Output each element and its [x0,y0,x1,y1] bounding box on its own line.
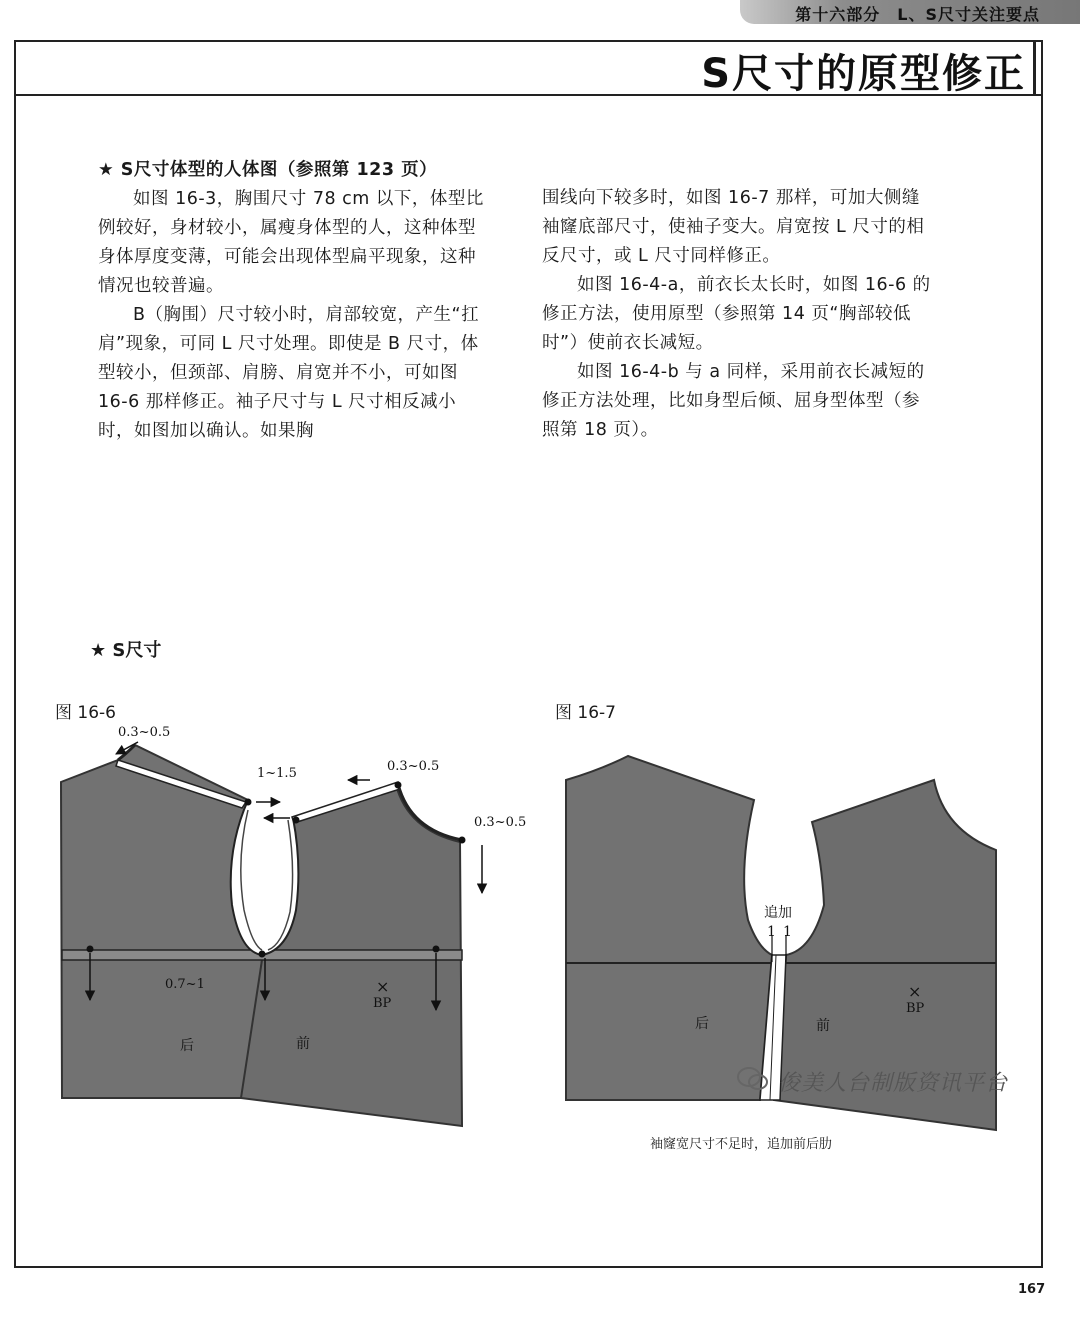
page-number: 167 [1018,1282,1046,1297]
bp-mark: × [376,977,390,996]
section-heading: ★ S尺寸体型的人体图（参照第 123 页） [98,160,438,180]
label-front-shoulder: 0.3~0.5 [387,759,440,774]
page-title: S尺寸的原型修正 [701,51,1026,97]
figure-16-7-label: 图 16-7 [555,703,616,723]
label-back-2: 后 [695,1016,709,1032]
label-front: 前 [296,1036,310,1052]
chapter-title: 第十六部分 L、S尺寸关注要点 [795,5,1040,24]
bp-label: BP [373,996,392,1011]
paragraph: B（胸围）尺寸较小时，肩部较宽，产生“扛肩”现象，可同 L 尺寸处理。即使是 B 尺寸，体型较小，但颈部、肩膀、肩宽并不小，可如图 16-6 那样修正。袖子尺寸与 L 尺寸相反减小时，如图加以确认。如果胸 [98,305,480,441]
label-front-2: 前 [816,1018,830,1034]
label-back-shoulder: 0.3~0.5 [118,725,171,740]
paragraph: 如图 16-3，胸围尺寸 78 cm 以下，体型比例较好，身材较小，属瘦身体型的人，这种体型身体厚度变薄，可能会出现体型扁平现象，这种情况也较普遍。 [98,189,484,296]
section-heading-s-size: ★ S尺寸 [90,640,162,661]
wechat-icon [736,1066,770,1092]
label-add-left: 1 [767,924,776,940]
label-add-right: 1 [783,924,792,940]
label-back: 后 [180,1038,194,1054]
bp-label-2: BP [906,1001,925,1016]
label-armhole: 1~1.5 [257,766,297,781]
paragraph: 如图 16-4-b 与 a 同样，采用前衣长减短的修正方法处理，比如身型后倾、屈身型体型（参照第 18 页）。 [542,362,925,440]
bp-mark-2: × [908,982,922,1001]
paragraph: 如图 16-4-a，前衣长太长时，如图 16-6 的修正方法，使用原型（参照第 14 页“胸部较低时”）使前衣长减短。 [542,275,931,353]
paragraph: 围线向下较多时，如图 16-7 那样，可加大侧缝袖窿底部尺寸，使袖子变大。肩宽按 L 尺寸的相反尺寸，或 L 尺寸同样修正。 [542,188,925,266]
label-bust-line: 0.7~1 [165,977,205,992]
label-add: 追加 [764,905,792,921]
back-bodice-piece-2 [566,756,772,1100]
label-front-neck: 0.3~0.5 [474,815,527,830]
watermark-text: 俊美人台制版资讯平台 [778,1071,1009,1096]
figure-16-6-label: 图 16-6 [55,703,116,723]
figure-16-7-caption: 袖窿宽尺寸不足时，追加前后肋 [650,1137,833,1152]
